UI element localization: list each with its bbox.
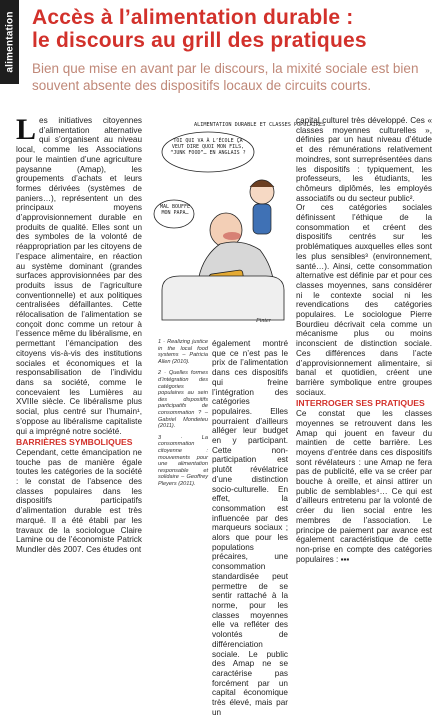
- section-tab: [0, 0, 19, 84]
- paragraph-6: Ce constat que les classes moyennes se retrouvent dans les Amap qui jouent en faveur du maintien de cette barrière. Les moyens d’entrée dans ces dispositifs sont révélateurs : une Amap ne fera pas de publicité, elle va se créer par bouche à oreille, et ainsi attirer un public de semblables⁴… Ce qui est d’ailleurs entretenu par la volonté de créer du lien social entre les membres de l’association. Le principe de paiement par avance est également caractéristique de cette non-prise en compte des catégories populaires : ▪▪▪: [296, 409, 432, 564]
- cartoon-signature: Pinter: [256, 318, 271, 324]
- speech-bubble-1-text: TOI QUI VA À L’ÉCOLE ÇA VEUT DIRE QUOI MON FILS, “JUNK FOOD”… EN ANGLAIS ?: [170, 138, 246, 156]
- adult-cheek: [223, 232, 241, 240]
- paragraph-2: Cependant, cette émancipation ne touche pas de manière égale toutes les catégories de la société : le constat de l’absence des classes populaires dans les dispositifs participatifs d’alimentation durable est très marqué. Il a été établi par les travaux de la sociologue Claire Lamine ou de l’économiste Patrick Mundler dès 2007. Ces études ont: [16, 447, 142, 554]
- footnotes: [158, 339, 208, 492]
- paragraph-1-text: es initiatives citoyennes d’alimentation alternative qui s’organisent au niveau local, comme les Associations pour le maintien d’une agriculture paysanne (Amap), les groupements d’achats et leurs formes dérivées (systèmes de paniers…), représentent un des principaux moyens d’approvisionnement durable en produits de qualité. Elles sont un des symboles de la volonté de réappropriation par les citoyens de l’espace alimentaire, en réaction au système dominant (grandes surfaces approvisionnées par des produits issus de l’agriculture conventionnelle) et aux politiques centralisées défaillantes. Cette rélocalisation de l’alimentation se conçoit donc comme un retour à l’essence même du libéralisme, en permettant l’émancipation des citoyens vis-à-vis des institutions sociales et économiques et la responsabilisation de l’individu dans sa société, comme le concevaient les Lumières au XVIIIe siècle. Ce libéralisme plus social, plus centré sur l’humain¹, s’oppose au libéralisme capitaliste qui a imprégné notre société.: [16, 116, 142, 436]
- drop-cap: L: [16, 113, 37, 146]
- footnote-1: 1 · Realizing justice in the local food systems – Patricia Allen (2010).: [158, 339, 208, 365]
- couch: [162, 276, 284, 320]
- paragraph-5: Or ces catégories sociales définissent l’éthique de la consommation et créent des dispositifs centrés sur les problématiques auxquelles elles sont les plus sensibles³ (environnement, santé…). Ainsi, cette consommation alternative est définie par et pour ces classes moyennes, sans considérer ni le contexte social ni les revendications des catégories populaires. Le sociologue Pierre Bourdieu décrivait cela comme un mécanisme plus ou moins inconscient de distinction sociale. Ces différences dans l’acte d’approvisionnement alimentaire, si banal et quotidien, créent une barrière symbolique entre groupes sociaux.: [296, 203, 432, 397]
- cartoon-caption: ALIMENTATION DURABLE ET CLASSES POPULAIRES: [194, 122, 326, 128]
- paragraph-1: [16, 113, 142, 436]
- article-lead: Bien que mise en avant par le discours, la mixité sociale est bien souvent absente des dispositifs locaux de circuits courts.: [32, 61, 419, 93]
- subhead-interroger: INTERROGER SES PRATIQUES: [296, 398, 425, 409]
- child-body: [253, 204, 271, 234]
- column-1: [16, 113, 142, 555]
- speech-bubble-1-text-box: [166, 138, 250, 168]
- title-line-2: le discours au grill des pratiques: [32, 29, 367, 52]
- child-hair: [250, 180, 274, 187]
- footnote-3: 3 · La consommation citoyenne : mouvements pour une alimentation responsable et solidaire – Geoffrey Pleyers (2011).: [158, 434, 208, 487]
- subhead-barrieres: BARRIÈRES SYMBOLIQUES: [16, 437, 133, 448]
- column-3: [296, 116, 432, 564]
- paragraph-3: également montré que ce n’est pas le prix de l’alimentation dans ces dispositifs qui freine l’intégration des catégories populaires. Elles pourraient d’ailleurs alléger leur budget en y participant. Cette non-participation est plutôt révélatrice d’une distinction socio-culturelle. En effet, la consommation est influencée par des marqueurs sociaux ; alors que pour les populations précaires, une consommation standardisée peut permettre de se sentir rattaché à la norme, pour les classes moyennes elle va refléter des volontés de différenciation sociale. Le public des Amap ne se caractérise pas forcément par un capital économique très élevé, mais par un: [212, 339, 288, 717]
- title-line-1: Accès à l’alimentation durable :: [32, 6, 354, 29]
- speech-bubble-2-text: MAL BOUFFE MON PAPA…: [159, 204, 191, 216]
- article-title: [32, 6, 432, 52]
- cartoon-illustration: [152, 112, 326, 334]
- paragraph-4: capital culturel très développé. Ces « classes moyennes culturelles », définies par un haut niveau d’étude et des rémunérations relativement moindres, sont surreprésentées dans les dispositifs : typiquement, les professeurs, les étudiants, les chômeurs diplômés, les employés associatifs ou du secteur public².: [296, 116, 432, 203]
- section-tab-label: alimentation: [4, 11, 15, 73]
- footnote-2: 2 · Quelles formes d’intégration des catégories populaires au sein des dispositifs participatifs de consommation ? – Gabriel Mondeteu (2011).: [158, 370, 208, 430]
- speech-bubble-2-text-box: [158, 204, 192, 226]
